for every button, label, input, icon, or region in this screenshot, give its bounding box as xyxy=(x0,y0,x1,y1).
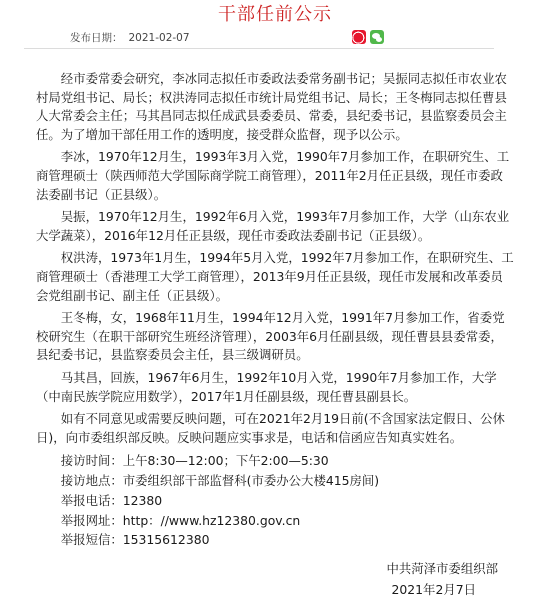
signature-org: 中共菏泽市委组织部 xyxy=(386,561,498,576)
publish-meta xyxy=(70,30,190,45)
contact-label: 接访时间： xyxy=(60,453,123,469)
contact-row xyxy=(36,491,514,511)
article-body xyxy=(36,70,514,550)
contact-label: 举报网址： xyxy=(60,512,123,528)
weibo-icon[interactable] xyxy=(352,30,366,44)
publish-label: 发布日期： xyxy=(70,32,123,44)
candidate-paragraph: 王冬梅，女，1968年11月生，1994年12月入党，1991年7月参加工作，省委党校研究生（在职干部研究生班经济管理），2003年6月任副县级，现任曹县县委常委，县纪委书记，县监察委员会主任，县三级调研员。 xyxy=(36,310,505,363)
candidate-paragraph: 李冰，1970年12月生，1993年3月入党，1990年7月参加工作，在职研究生、工商管理硕士（陕西师范大学国际商学院工商管理），2011年2月任正县级，现任市委政法委副书记（正县级）。 xyxy=(36,149,510,202)
feedback-paragraph: 如有不同意见或需要反映问题，可在2021年2月19日前(不含国家法定假日、公休日)，向市委组织部反映。反映问题应实事求是，电话和信函应告知真实姓名。 xyxy=(36,411,505,445)
publish-date: 2021-02-07 xyxy=(128,32,190,44)
header-divider xyxy=(24,48,494,49)
contact-value: 12380 xyxy=(122,492,163,508)
candidate-paragraph: 权洪涛，1973年1月生，1994年5月入党，1992年7月参加工作，在职研究生、工商管理硕士（香港理工大学工商管理），2013年9月任正县级，现任市发展和改革委员会党组副书记、副主任（正县级）。 xyxy=(36,250,514,303)
candidate-paragraph: 吴振，1970年12月生，1992年6月入党，1993年7月参加工作，大学（山东农业大学蔬菜），2016年12月任正县级，现任市委政法委副书记（正县级）。 xyxy=(36,209,510,243)
intro-paragraph: 经市委常委会研究，李冰同志拟任市委政法委常务副书记；吴振同志拟任市农业农村局党组书记、局长；权洪涛同志拟任市统计局党组书记、局长；王冬梅同志拟任曹县人大常委会主任；马其昌同志拟任成武县委委员、常委，县纪委书记，县监察委员会主任。为了增加干部任用工作的透明度，接受群众监督，现予以公示。 xyxy=(36,71,507,142)
share-bar xyxy=(352,30,384,44)
wechat-icon[interactable] xyxy=(370,30,384,44)
contact-label: 举报电话： xyxy=(60,492,123,508)
contact-row xyxy=(36,511,514,531)
contact-row xyxy=(36,451,514,471)
report-url-link[interactable]: http：//www.hz12380.gov.cn xyxy=(122,512,301,528)
contact-row xyxy=(36,530,514,550)
contact-label: 接访地点： xyxy=(60,473,123,489)
signature-date: 2021年2月7日 xyxy=(391,582,476,597)
contact-value: 15315612380 xyxy=(122,532,210,548)
contact-value: 市委组织部干部监督科(市委办公大楼415房间) xyxy=(122,473,380,489)
page-title: 干部任前公示 xyxy=(218,4,332,25)
candidate-paragraph: 马其昌，回族，1967年6月生，1992年10月入党，1990年7月参加工作，大学（中南民族学院应用数学），2017年1月任副县级，现任曹县副县长。 xyxy=(36,369,497,404)
contact-label: 举报短信： xyxy=(60,532,123,548)
contact-row xyxy=(36,471,514,491)
contact-value: 上午8:30—12:00；下午2:00—5:30 xyxy=(122,453,329,469)
